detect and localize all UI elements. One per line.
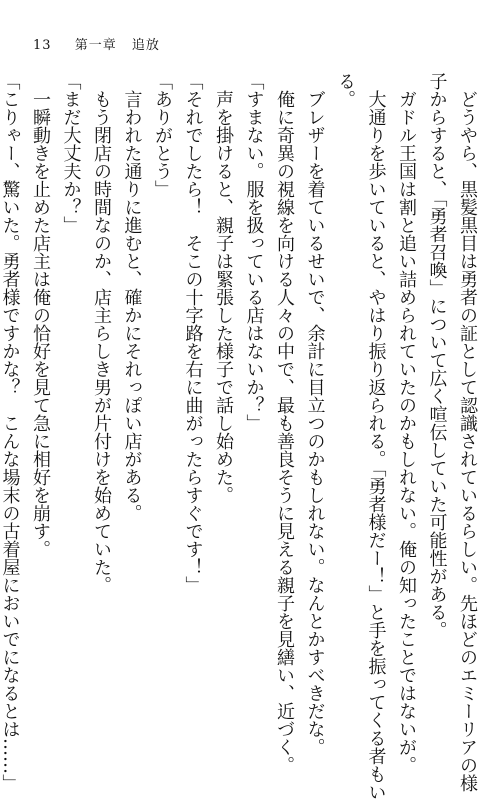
- vertical-text-body: [0, 72, 482, 801]
- text-line: ガドル王国は割と追い詰められていたのかもしれない。俺の知ったことではないが。: [396, 72, 417, 774]
- chapter-label: 第一章: [74, 38, 117, 53]
- text-line: どうやら、黒髪黒目は勇者の証として認識されているらしい。先ほどのエミーリアの様: [457, 72, 478, 792]
- text-line: 「まだ大丈夫か？」: [60, 72, 82, 234]
- text-line: 言われた通りに進むと、確かにそれっぽい店がある。: [121, 72, 143, 522]
- text-line: 一瞬動きを止めた店主は俺の恰好を見て急に相好を崩す。: [30, 72, 51, 558]
- page-number: 13: [33, 38, 52, 53]
- text-line: ブレザーを着ているせいで、余計に目立つのかもしれない。なんとかすべきだな。: [304, 72, 326, 756]
- text-line: 「こりゃー、驚いた。勇者様ですかな？ こんな場末の古着屋においでになるとは……」: [0, 72, 21, 792]
- text-line: 「それでしたら！ そこの十字路を右に曲がったらすぐです！」: [182, 72, 204, 594]
- page-header: [33, 34, 160, 53]
- text-line: る。: [335, 72, 356, 108]
- text-line: 子からすると、「勇者召喚」について広く喧伝していた可能性がある。: [426, 72, 448, 639]
- text-line: 俺に奇異の視線を向ける人々の中で、最も善良そうに見える親子を見繕い、近づく。: [274, 72, 295, 774]
- text-line: 「ありがとう」: [152, 72, 173, 198]
- text-line: 声を掛けると、親子は緊張した様子で話し始めた。: [213, 72, 234, 504]
- text-line: 大通りを歩いていると、やはり振り返られる。「勇者様だー！」と手を振ってくる者もい: [365, 72, 387, 801]
- chapter-title: 追放: [131, 38, 160, 53]
- text-line: もう閉店の時間なのか、店主らしき男が片付けを始めていた。: [91, 72, 112, 594]
- text-line: 「すまない。服を扱っている店はないか？」: [243, 72, 265, 432]
